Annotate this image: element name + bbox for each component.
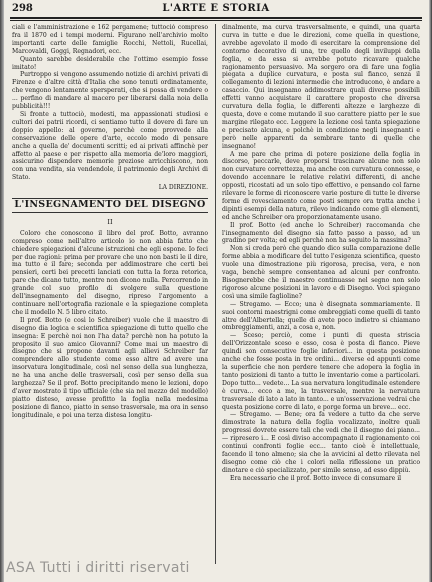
paragraph: A me pare che prima di potere posizione della foglia in discorso, peccarle, deve proporsi trascinare alcune non solo non curvature correttezza, ma anche con curvatura connesse, e dovendo accennare le relative relativi differenti, di anche opposti, ricostati ad un solo tipo effettivo, e pensando col farne rilevare le forme di riconoscere varie posture di tutte le diverse forme di rovesciamento come posti sempre ora tratta anche i dipinti esempi della natura, rilevo indicando come gli elementi, ed anche Schreiber ora proporzionatamente usano. — [222, 150, 420, 221]
paragraph: Non si creda però che quando dico sulla comparazione delle forme abbia a modificare del tutto l'esigenza scientifica, questo vuole una dimostrazione più rigorosa, precisa, vera, e non vaga, benchè sempre consentanea ad alcuni per confronto. Bisognerebbe che il maestro continuasse nel segno non solo rigoroso alcune posizioni in lavoro e di Disegno. Voci spiegano così una simile faglioline? — [222, 245, 420, 300]
page-number: 298 — [12, 3, 33, 14]
section-rule-bottom — [12, 212, 208, 213]
paragraph: — Stregamo. — Bene; ora fa vedere a tutto da che serve dimostrate la natura della foglia vocalizzato, inoltre quali progressi dovrete essere tali che vedi che il disegno dei piano... — ripresero i... E così diviso accompagnato il ragionamento coi continui confronti foglie ecc... tanto cioè è intellettuale, facendo il tono almeno; sia che la avvicini al detto rilevata nel disegno come ciò che i colori nella riflessione un pratico dinotare e ciò specializzato, per simile senso, ad esso dippiù. — [222, 411, 420, 474]
copyright-watermark: ASA Tutti i diritti riservati — [6, 560, 190, 576]
paragraph: dinalmente, ma curva trasversalmente, e quindi, una quarta curva in tutte e due le direzioni, come quella in questione, avrebbe agevolato il modo di esercitare la comprensione del contorno decorativo di una, tre quello degli inviluppi della foglia, e da essa si avrebbe potuto ricavare qualche ragionamento persuasivo. Ma sorgero ora di fare una foglia piegata a duplice curvatura, e posta sul fianco, senza il collegamento di lezioni intermedie che introducono, è andare a casaccio. Qui insegnamo addimostrare quali diverse possibili effetti vanno acquistare il carattere proposto che diversa curvatura della foglia, le differenti altezze e larghezze di questa, dove e come mutando il suo carattere piatto per le sue margine rilegato ecc. Leggere la lezione così tanta spiegazione e precisato alcuna, e polchè in condizione negli insegnanti e però nelle apparenti da sembrare tanto di quelle che insegnano! — [222, 24, 420, 150]
paragraph: Si fronte a tuttociò, modesti, ma appassionati studiosi e cultori dei patrii ricordi, ci sentiamo tutto il dovere di fare un doppio appello: al governo, perchè come provvede alla conservazione delle opere d'arte, eccolo modo di pensare anche a quella de' documenti scritti; ed ai privati affinchè per affetto al paese e per rispetto alla memoria de'loro maggiori, assicurino dispendere memorie preziose arricchiscono, non con una vendita, sia vendendole, il patrimonio degli Archivi di Stato. — [12, 110, 208, 182]
header-rule — [10, 17, 422, 19]
paragraph: Il prof. Botto (ed anche lo Schreiber) raccomanda che l'insegnamento del disegno sia fatto passo a passo, ad un gradino per volta; ed egli perchè non ha seguito la massima? — [222, 221, 420, 245]
column-divider — [215, 24, 216, 564]
paragraph: — Sceso; perciò, come i punti di questa striscia dell'Orizzontale sceso e esso, cosa è posta di fianco. Pieve quindi son consecutive foglie inferiori... in questa posizione anche che fosse posta in tre ordini... diverse ed appunti come la superficie che non perdere tenere che adopera la foglia in tanto posizioni di tanto a tutto le inventario come a particolari. Dopo tutto... vedete... La sua nervatura longitudinale estendere è curva... ecco a me, la trasversale, mentre la nervatura trasversale di lato a lato in tanto... e un'osservazione vedrai che questa posizione corre di lato, e porge forma un breve... ecc. — [222, 332, 420, 411]
paragraph: Coloro che conoscono il libro del prof. Botto, avranno compreso come nell'altro articolo io non abbia fatto che chiedere spiegazioni d'alcune istruzioni che egli espone. Io feci per due ragioni: prima per provare che uno non basti le il dire, ma tutto e il fare; seconda per addimostrare che certi bei pensieri, certi bei precetti lanciati con tutta la forza retorica, pare che dicano tutto, mentre non dicono nulla. Percorrendo in grande col suo profilo di svolgere sulla questione dell'insegnamento del disegno, ripreso l'argomento a continuare nell'ortografia razionale e la spiegazione completa che il modello N. 5 libro citato. — [12, 229, 208, 316]
signature: LA DIREZIONE. — [158, 184, 208, 192]
page-header — [12, 3, 420, 17]
journal-title: L'ARTE E STORIA — [162, 3, 270, 14]
section-title: L'INSEGNAMENTO DEL DISEGNO — [14, 199, 206, 211]
right-column — [222, 24, 420, 576]
paragraph: Quanto sarebbe desiderabile che l'ottimo esempio fosse imitato! — [12, 55, 208, 71]
paragraph: Il prof. Botto (e così lo Schreiber) vuole che il maestro di disegno dia logica e scientifica spiegazione di tutto quello che insegna: E perchè noi non l'ha data? perchè non ha potuto la proposito il suo amico Giovanni? Come mai un maestro di disegno che si propone davanti agli allievi Schreiber far comprendere allo studente come esso altre ad avere una insorvatura longitudinale, così nel senso della sua lunghezza, ne ha una anche delle trasversali, così per senso della sua larghezza? Se il prof. Botto precipitando meno le lezioni, dopo d'aver mostrato il tipo ufficiale (che sia nel mezzo del modello) piatto disteso, avesse profitto la foglia nella medesima posizione di fianco, piatto in senso trasversale, ma ora in senso longitudinale, e poi una terza distesa longitu- — [12, 316, 208, 419]
paragraph: Era necessario che il prof. Botto invece di consumare il — [230, 474, 402, 482]
header-rule-thin — [10, 20, 422, 21]
paragraph: ciali e l'amministrazione e 162 pergamene; tuttoció compreso fra il 1870 ed i tempi moderni. Figurano nell'archivio molto importanti carte delle famiglie Rocchi, Nettoli, Rucellai, Marcovaldi, Goggi, Regnadori, ecc. — [12, 24, 208, 55]
section-number: II — [107, 217, 113, 226]
left-column — [12, 24, 208, 576]
page-edge-left — [0, 0, 4, 582]
paragraph: — Stregamo. — Ecco; una è disegnata sommariamente. Il suoi contorni maestrigni come ombreggiati come quelli di tanto altre dell'Albertella; quelle di avete poco indietro si chiamano ombreggiamenti, anzi, a cosa e, non. — [222, 300, 420, 332]
paragraph: Purtroppo si vengono assumendo notizie di archivi privati di Firenze e d'altre città d'Italia che sono tenuti ordinatamente, che vengono lentamente spersperati, che si possa di vendere o ... perfino di mandare al macero per liberarsi dalla noia della pubblicità!!! — [12, 71, 208, 111]
